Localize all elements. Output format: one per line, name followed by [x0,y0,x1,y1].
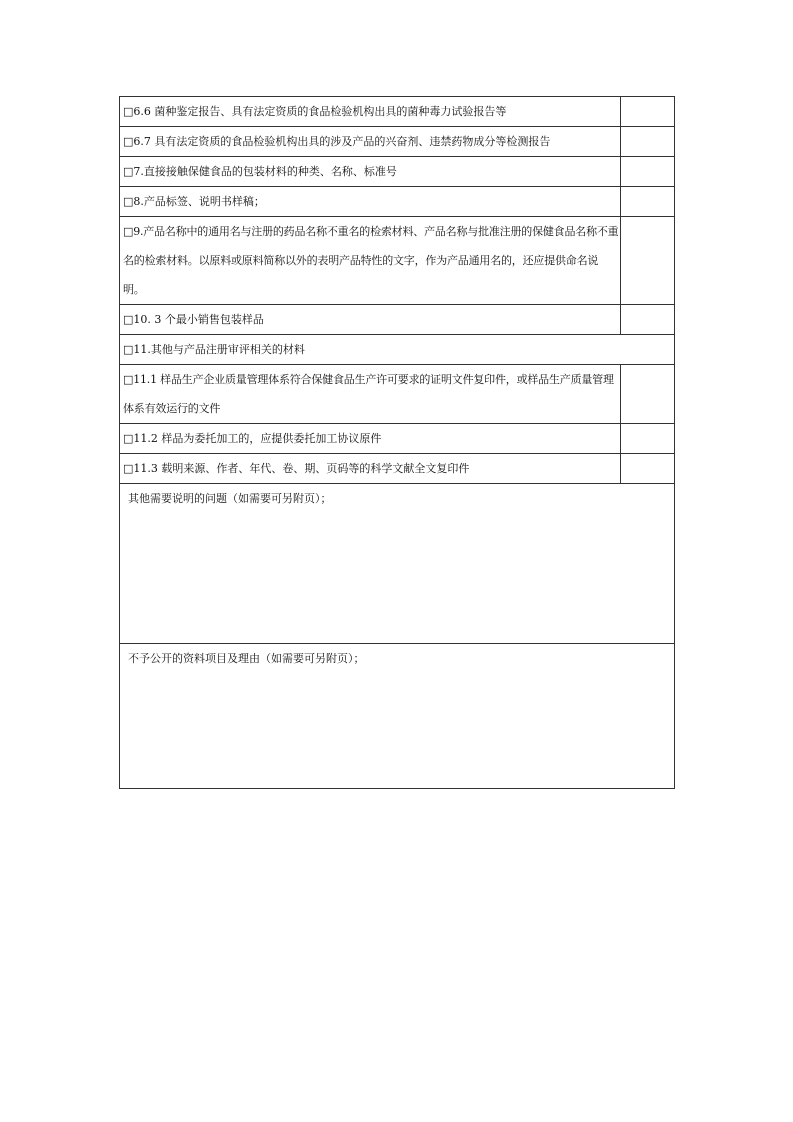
item-label: □8.产品标签、说明书样稿； [120,187,621,217]
checkbox-cell[interactable] [621,127,675,157]
item-label: □7.直接接触保健食品的包装材料的种类、名称、标准号 [120,157,621,187]
undisclosed-items-label: 不予公开的资料项目及理由（如需要可另附页）； [128,652,365,665]
checkbox-cell[interactable] [621,187,675,217]
checkbox-cell[interactable] [621,424,675,454]
checkbox-cell[interactable] [621,305,675,335]
checkbox-cell[interactable] [621,217,675,305]
other-issues-field[interactable] [120,484,675,644]
item-label: □9.产品名称中的通用名与注册的药品名称不重名的检索材料、产品名称与批准注册的保健食品名称不重名的检索材料。以原料或原料简称以外的表明产品特性的文字，作为产品通用名的，还应提供命名说明。 [120,217,621,305]
table-row [120,97,675,127]
item-label: □11.2 样品为委托加工的，应提供委托加工协议原件 [120,424,621,454]
checkbox-cell[interactable] [621,454,675,484]
checkbox-cell[interactable] [621,365,675,424]
table-row [120,424,675,454]
item-label: □6.6 菌种鉴定报告、具有法定资质的食品检验机构出具的菌种毒力试验报告等 [120,97,621,127]
checkbox-cell[interactable] [621,157,675,187]
item-label: □10. 3 个最小销售包装样品 [120,305,621,335]
item-label: □6.7 具有法定资质的食品检验机构出具的涉及产品的兴奋剂、违禁药物成分等检测报告 [120,127,621,157]
table-row [120,305,675,335]
other-issues-label: 其他需要说明的问题（如需要可另附页）； [128,492,332,505]
table-row [120,157,675,187]
item-label: □11.3 载明来源、作者、年代、卷、期、页码等的科学文献全文复印件 [120,454,621,484]
table-row [120,187,675,217]
undisclosed-items-field[interactable] [120,644,675,789]
notes-row [120,644,675,789]
checkbox-cell[interactable] [621,97,675,127]
notes-row [120,484,675,644]
table-row [120,365,675,424]
section-label: □11.其他与产品注册审评相关的材料 [120,335,675,365]
table-row [120,127,675,157]
submission-materials-table [119,96,675,789]
item-label: □11.1 样品生产企业质量管理体系符合保健食品生产许可要求的证明文件复印件，或样品生产质量管理体系有效运行的文件 [120,365,621,424]
table-row [120,335,675,365]
table-row [120,454,675,484]
table-row [120,217,675,305]
